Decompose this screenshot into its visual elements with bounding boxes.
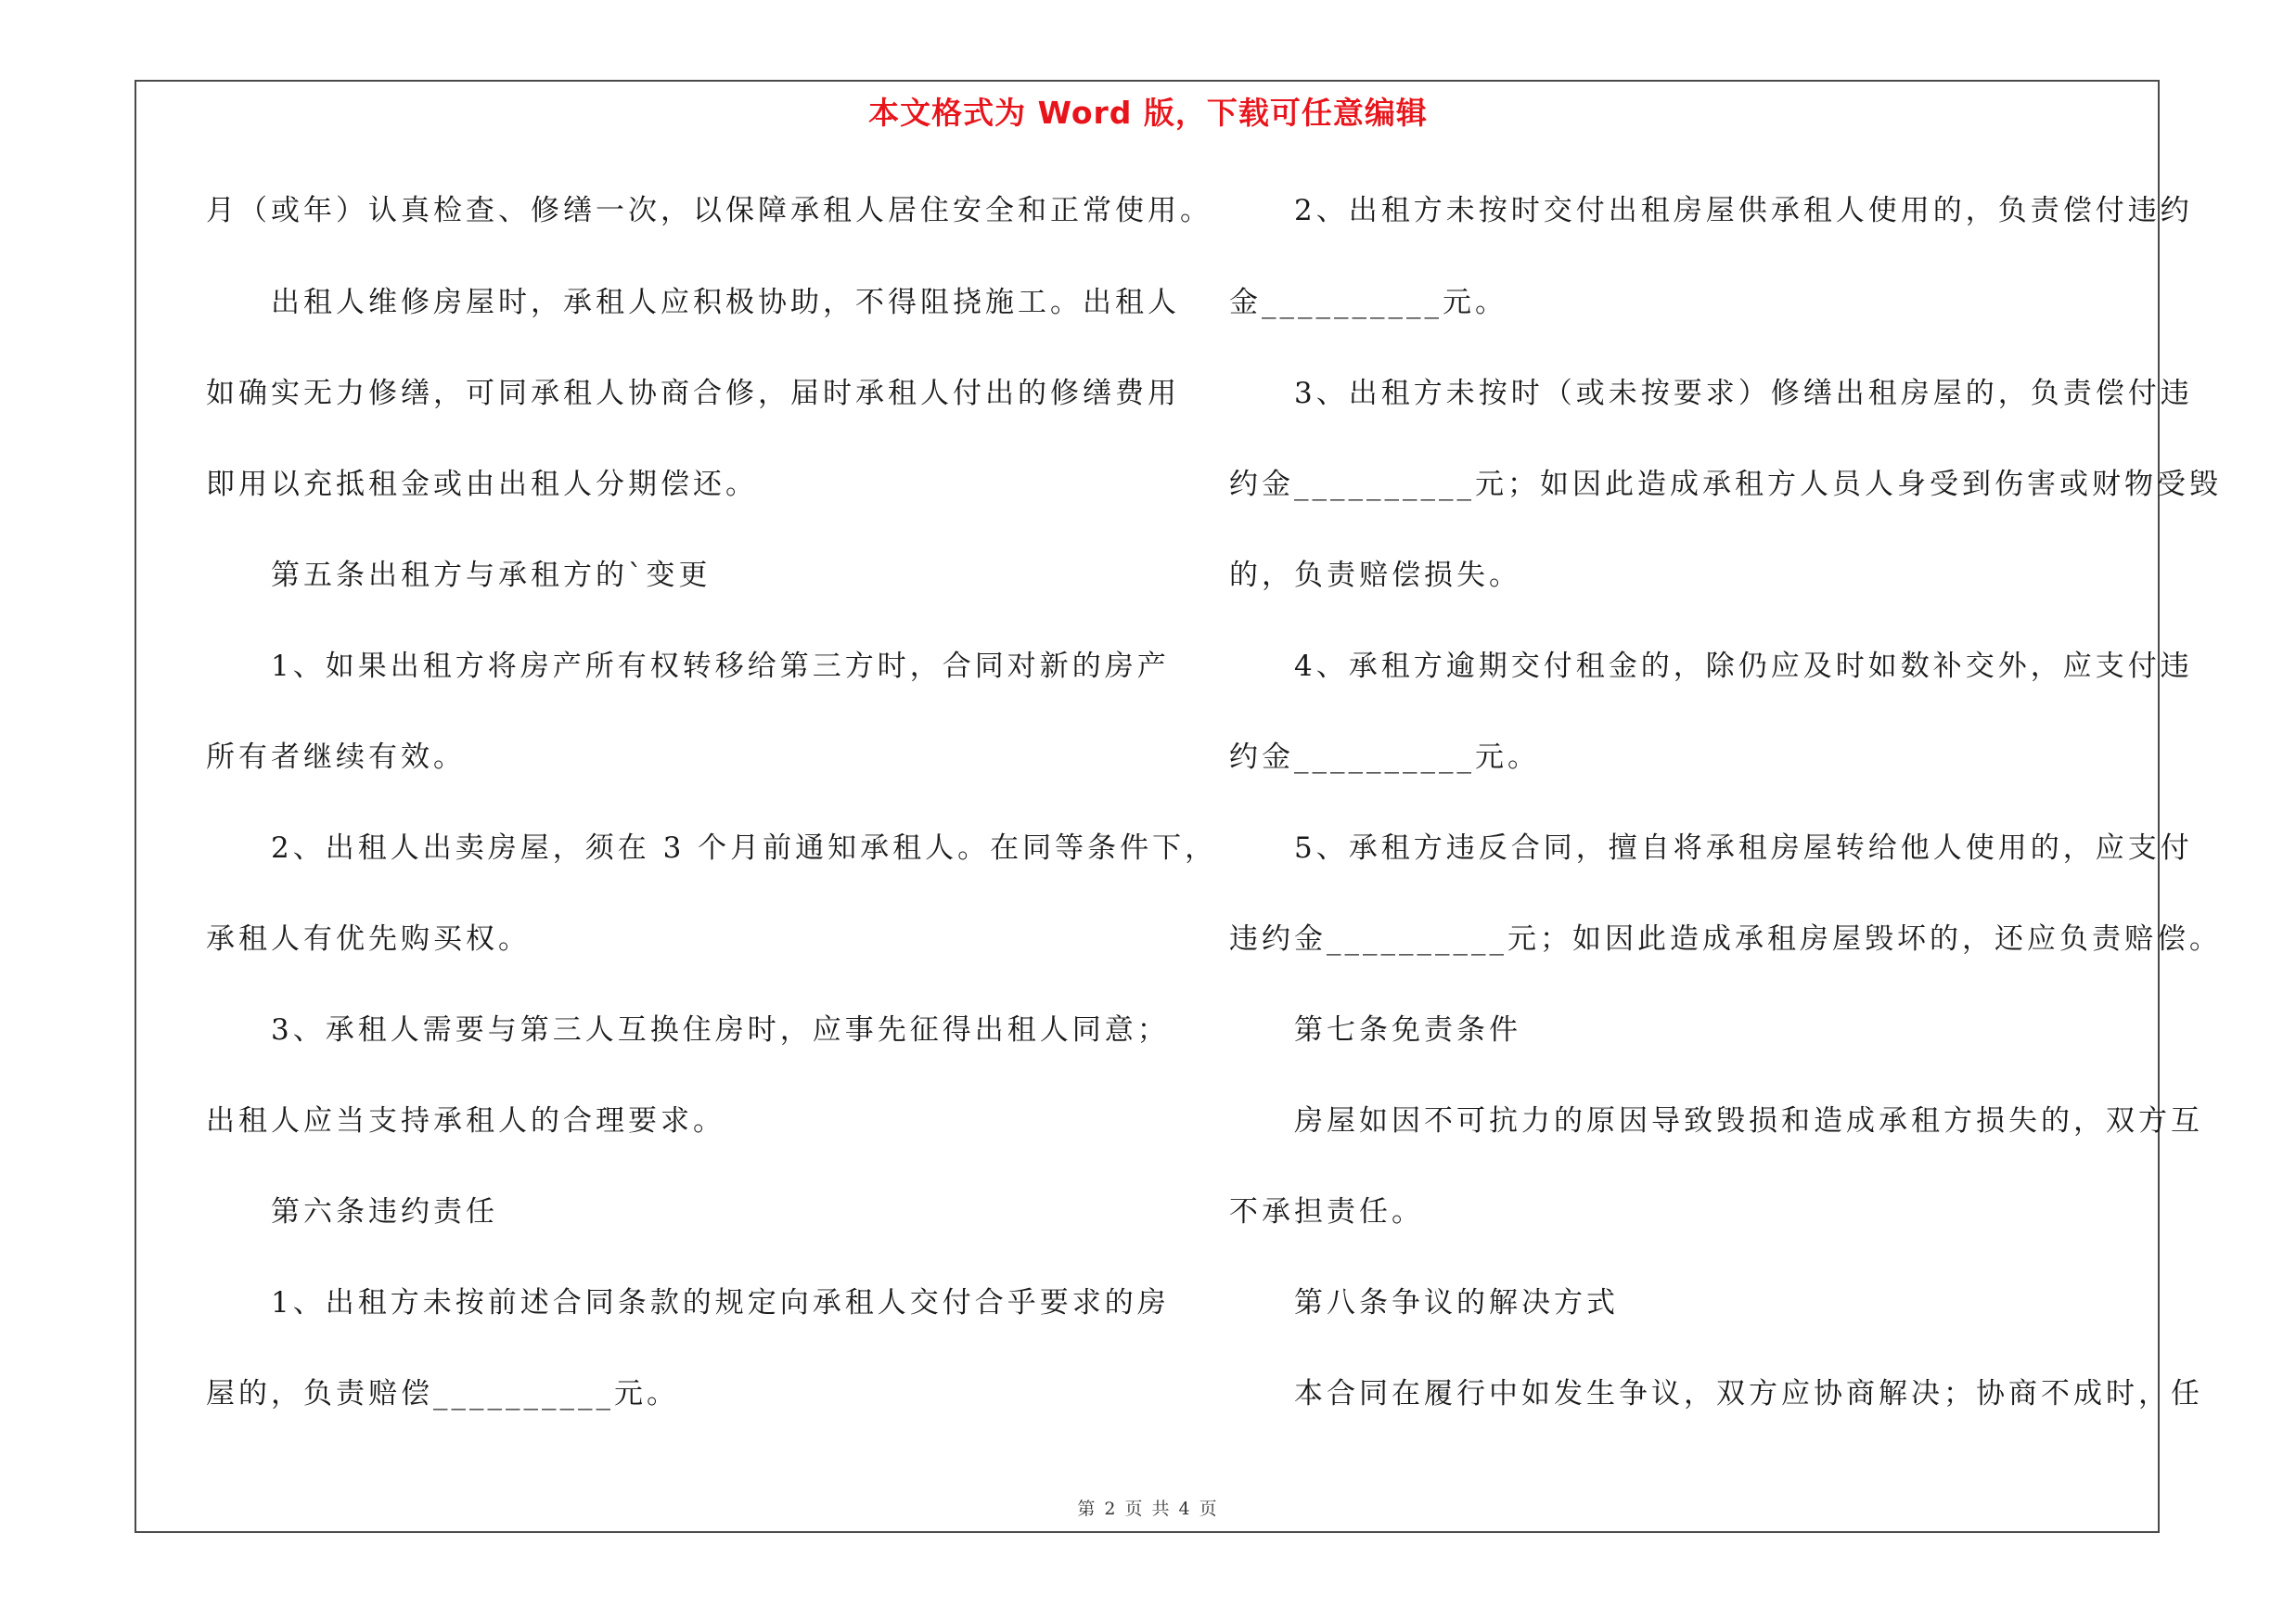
paragraph-line: 5、承租方违反合同，擅自将承租房屋转给他人使用的，应支付: [1229, 831, 2193, 865]
paragraph-line: 1、如果出租方将房产所有权转移给第三方时，合同对新的房产: [206, 650, 1170, 683]
section-heading: 第五条出租方与承租方的`变更: [206, 559, 712, 592]
paragraph-line: 2、出租人出卖房屋，须在 3 个月前通知承租人。在同等条件下，: [206, 831, 1218, 865]
page-number-footer: 第 2 页 共 4 页: [1077, 1499, 1219, 1519]
paragraph-line: 违约金__________元；如因此造成承租房屋毁坏的，还应负责赔偿。: [1229, 922, 2222, 956]
paragraph-line: 2、出租方未按时交付出租房屋供承租人使用的，负责偿付违约: [1229, 194, 2193, 227]
paragraph-line: 1、出租方未按前述合同条款的规定向承租人交付合乎要求的房: [206, 1286, 1170, 1320]
paragraph-line: 不承担责任。: [1229, 1195, 1424, 1229]
section-heading: 第七条免责条件: [1229, 1013, 1521, 1047]
paragraph-line: 房屋如因不可抗力的原因导致毁损和造成承租方损失的，双方互: [1229, 1104, 2203, 1138]
section-heading: 第八条争议的解决方式: [1229, 1286, 1619, 1320]
paragraph-line: 金__________元。: [1229, 286, 1507, 319]
paragraph-line: 出租人应当支持承租人的合理要求。: [206, 1104, 725, 1138]
paragraph-line: 约金__________元；如因此造成承租方人员人身受到伤害或财物受毁: [1229, 468, 2222, 501]
paragraph-line: 如确实无力修缮，可同承租人协商合修，届时承租人付出的修缮费用: [206, 377, 1180, 410]
paragraph-line: 的，负责赔偿损失。: [1229, 559, 1521, 592]
section-heading: 第六条违约责任: [206, 1195, 498, 1229]
header-banner: 本文格式为 Word 版，下载可任意编辑: [868, 95, 1428, 131]
paragraph-line: 所有者继续有效。: [206, 741, 466, 774]
paragraph-line: 屋的，负责赔偿__________元。: [206, 1377, 679, 1410]
paragraph-line: 月（或年）认真检查、修缮一次，以保障承租人居住安全和正常使用。: [206, 194, 1212, 227]
paragraph-line: 承租人有优先购买权。: [206, 922, 531, 956]
paragraph-line: 约金__________元。: [1229, 741, 1540, 774]
paragraph-line: 4、承租方逾期交付租金的，除仍应及时如数补交外，应支付违: [1229, 650, 2193, 683]
paragraph-line: 3、承租人需要与第三人互换住房时，应事先征得出租人同意；: [206, 1013, 1170, 1047]
paragraph-line: 即用以充抵租金或由出租人分期偿还。: [206, 468, 758, 501]
paragraph-line: 本合同在履行中如发生争议，双方应协商解决；协商不成时，任: [1229, 1377, 2203, 1410]
paragraph-line: 3、出租方未按时（或未按要求）修缮出租房屋的，负责偿付违: [1229, 377, 2193, 410]
paragraph-line: 出租人维修房屋时，承租人应积极协助，不得阻挠施工。出租人: [206, 286, 1180, 319]
